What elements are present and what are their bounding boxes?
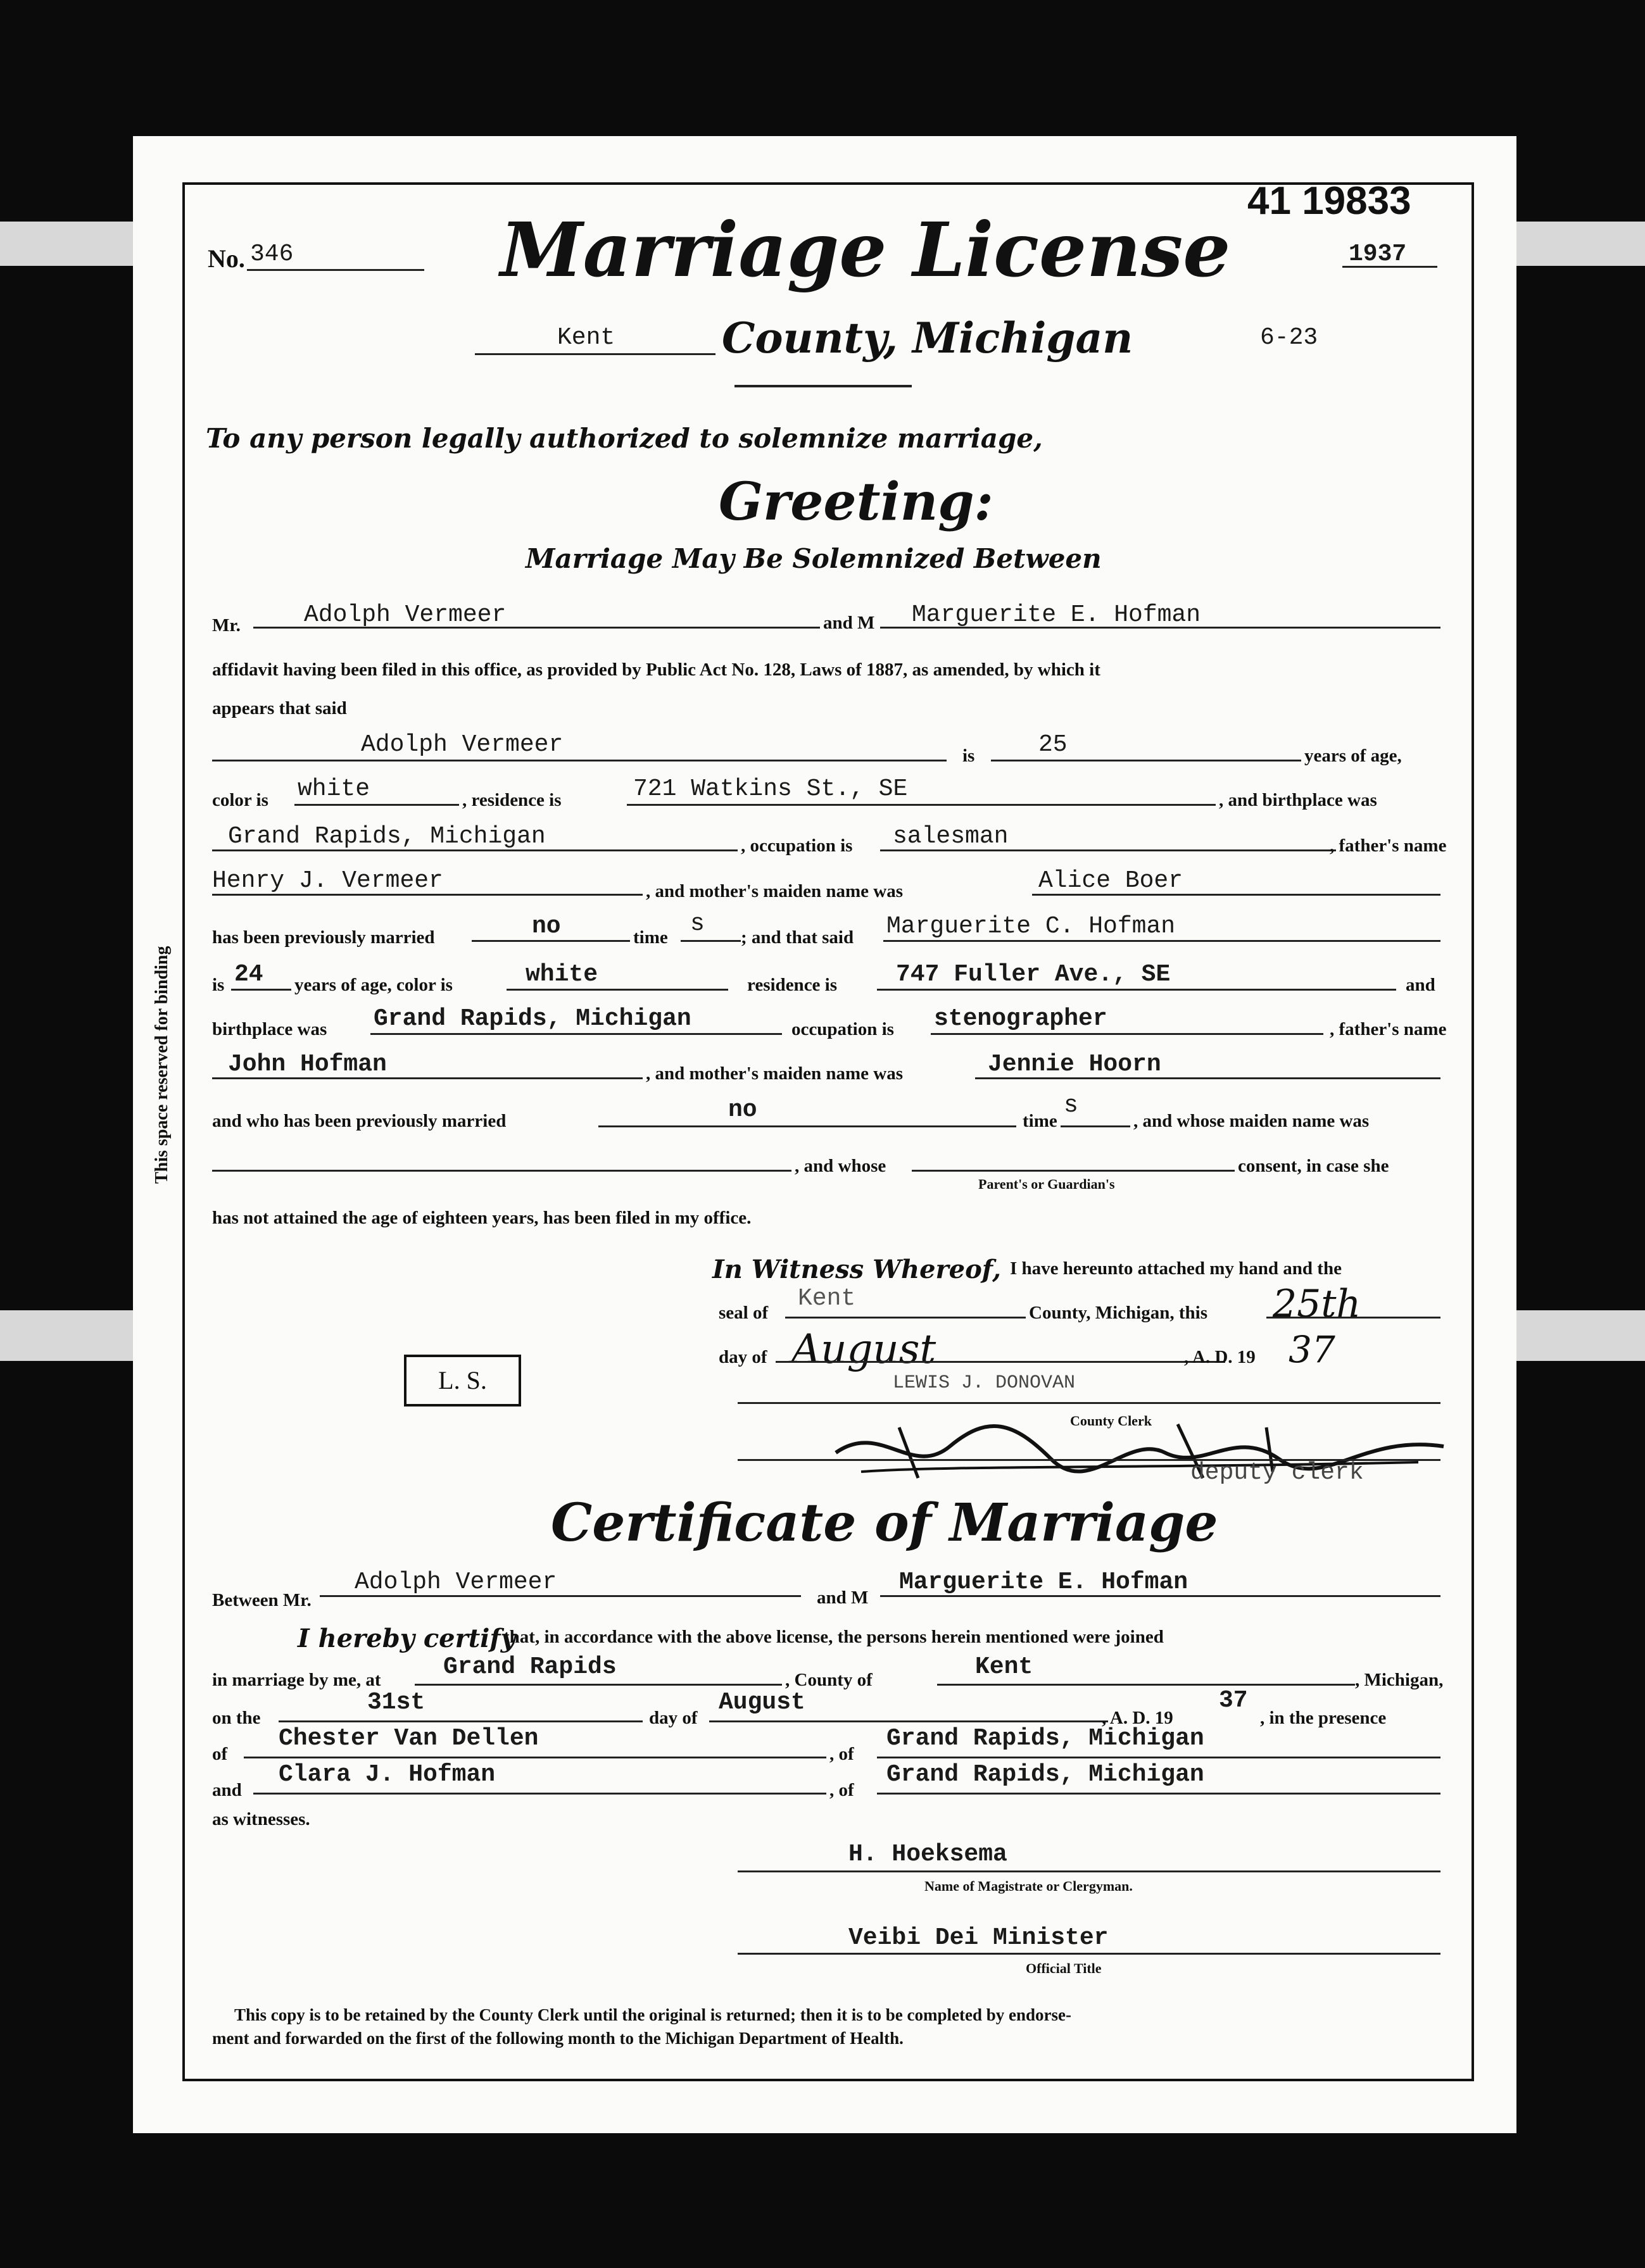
is-prefix: is xyxy=(212,975,225,995)
witness-2-name: Clara J. Hofman xyxy=(279,1761,496,1788)
residence-is-label: residence is xyxy=(747,975,838,995)
groom-name: Adolph Vermeer xyxy=(304,601,507,629)
and-m-label: and M xyxy=(823,613,875,633)
day-of-label: day of xyxy=(719,1347,767,1367)
birthplace-was-label: birthplace was xyxy=(212,1019,327,1039)
bride-occupation-rule xyxy=(931,1033,1323,1035)
salutation: To any person legally authorized to solemnize marriage, xyxy=(206,423,1043,454)
birthplace-label: , and birthplace was xyxy=(1219,790,1377,810)
bride-mother-rule xyxy=(975,1077,1440,1079)
certificate-bride-rule xyxy=(880,1595,1440,1597)
in-presence-label: , in the presence xyxy=(1260,1708,1387,1728)
occupation-is-label: occupation is xyxy=(791,1019,894,1039)
officiant-rule xyxy=(738,1870,1440,1872)
not-attained-line: has not attained the age of eighteen years, has been filed in my office. xyxy=(212,1208,752,1228)
and-that-said: ; and that said xyxy=(741,927,854,948)
county-michigan-this: County, Michigan, this xyxy=(1029,1303,1207,1323)
day-of-label-cert: day of xyxy=(649,1708,698,1728)
groom-age: 25 xyxy=(1038,731,1068,758)
groom-occupation-rule xyxy=(880,849,1336,851)
bride-birthplace: Grand Rapids, Michigan xyxy=(374,1005,691,1032)
binding-note: This space reserved for binding xyxy=(152,946,172,1184)
witness-2-rule xyxy=(253,1793,826,1795)
marriage-county-rule xyxy=(937,1684,1355,1686)
record-code: 6-23 xyxy=(1260,324,1318,351)
license-number-label: No. xyxy=(208,244,245,273)
years-color-label: years of age, color is xyxy=(294,975,453,995)
certificate-and-m: and M xyxy=(817,1588,869,1608)
affidavit-line-2: appears that said xyxy=(212,698,347,718)
groom-birthplace: Grand Rapids, Michigan xyxy=(228,823,546,850)
bride-occupation: stenographer xyxy=(934,1005,1107,1032)
bride-age: 24 xyxy=(234,961,263,988)
cert-ad-label: , A. D. 19 xyxy=(1102,1708,1173,1728)
bride-mother: Jennie Hoorn xyxy=(988,1051,1161,1078)
consent-label: consent, in case she xyxy=(1238,1156,1389,1176)
years-of-age-label: years of age, xyxy=(1304,746,1402,766)
officiant-name: H. Hoeksema xyxy=(848,1841,1007,1868)
groom-color-rule xyxy=(294,804,459,806)
witness-month-rule xyxy=(776,1361,1225,1363)
maiden-name-label: , and whose maiden name was xyxy=(1133,1111,1370,1131)
witness-1-rule xyxy=(244,1757,826,1758)
bride-time-suffix: s xyxy=(1064,1092,1078,1119)
in-marriage-at: in marriage by me, at xyxy=(212,1670,381,1690)
marriage-county: Kent xyxy=(975,1653,1033,1681)
county-clerk-name: LEWIS J. DONOVAN xyxy=(893,1372,1076,1394)
official-title-rule xyxy=(738,1953,1440,1955)
occupation-label: , occupation is xyxy=(741,836,853,856)
of-label-3: , of xyxy=(829,1780,854,1800)
bride-residence-rule xyxy=(877,989,1396,991)
marriage-month-rule xyxy=(709,1720,1108,1722)
document-frame xyxy=(182,182,1474,2081)
time-label-2: time xyxy=(1023,1111,1057,1131)
on-the-label: on the xyxy=(212,1708,261,1728)
bride-prev-married: no xyxy=(728,1096,757,1124)
county-clerk-caption: County Clerk xyxy=(1070,1413,1152,1429)
witness-day-rule xyxy=(1266,1317,1440,1319)
bride-father: John Hofman xyxy=(228,1051,387,1078)
bride-time-rule xyxy=(1061,1125,1130,1127)
witness-day: 25th xyxy=(1273,1282,1361,1326)
mothers-maiden-label: , and mother's maiden name was xyxy=(646,881,904,901)
is-label: is xyxy=(962,746,975,766)
witness-1-place: Grand Rapids, Michigan xyxy=(886,1725,1204,1752)
affidavit-line-1: affidavit having been filed in this office, as provided by Public Act No. 128, Laws of 1887, as amended, by which it xyxy=(212,660,1100,680)
marriage-day-rule xyxy=(279,1720,643,1722)
seal-of-label: seal of xyxy=(719,1303,769,1323)
groom-color: white xyxy=(298,775,370,803)
license-number: 346 xyxy=(250,241,294,268)
groom-residence: 721 Watkins St., SE xyxy=(633,775,908,803)
bride-prev-rule xyxy=(598,1125,1016,1127)
mr-label: Mr. xyxy=(212,615,241,636)
groom-time-rule xyxy=(681,940,741,942)
maiden-name-rule xyxy=(212,1170,791,1172)
who-prev-married-label: and who has been previously married xyxy=(212,1111,507,1131)
certificate-bride: Marguerite E. Hofman xyxy=(899,1569,1188,1596)
residence-label: , residence is xyxy=(462,790,562,810)
bride-name-repeat: Marguerite C. Hofman xyxy=(886,913,1176,940)
fathers-name-label: , father's name xyxy=(1330,836,1447,856)
witness-1-name: Chester Van Dellen xyxy=(279,1725,539,1752)
consent-rule xyxy=(912,1170,1235,1172)
groom-birthplace-rule xyxy=(212,849,738,851)
groom-repeat-rule xyxy=(212,760,947,761)
color-label: color is xyxy=(212,790,268,810)
and-whose-label: , and whose xyxy=(795,1156,886,1176)
groom-mother-rule xyxy=(1032,894,1440,896)
title-divider xyxy=(734,385,912,387)
prev-married-label: has been previously married xyxy=(212,927,435,948)
groom-name-rule xyxy=(253,627,820,629)
witness-line-1: I have hereunto attached my hand and the xyxy=(1010,1258,1342,1279)
in-witness-whereof: In Witness Whereof, xyxy=(712,1255,1002,1284)
county-rule xyxy=(475,353,715,355)
footer-note-line-1: This copy is to be retained by the County Clerk until the original is returned; then it is to be completed by endorse- xyxy=(234,2005,1072,2024)
bride-repeat-rule xyxy=(883,940,1440,942)
marriage-place: Grand Rapids xyxy=(443,1653,617,1681)
certificate-title: Certificate of Marriage xyxy=(551,1493,1218,1553)
official-title: Veibi Dei Minister xyxy=(848,1924,1109,1952)
witness-2-place-rule xyxy=(877,1793,1440,1795)
groom-father-rule xyxy=(212,894,643,896)
parents-caption: Parent's or Guardian's xyxy=(978,1176,1115,1192)
officiant-caption: Name of Magistrate or Clergyman. xyxy=(924,1878,1133,1894)
subheading: Marriage May Be Solemnized Between xyxy=(526,543,1102,574)
deputy-clerk-caption: deputy clerk xyxy=(1190,1459,1364,1486)
bride-age-rule xyxy=(231,989,291,991)
certify-rest: that, in accordance with the above license, the persons herein mentioned were joined xyxy=(503,1627,1164,1647)
bride-father-rule xyxy=(212,1077,643,1079)
bride-name-rule xyxy=(880,627,1440,629)
county-of-label: , County of xyxy=(785,1670,873,1690)
certificate-groom: Adolph Vermeer xyxy=(355,1569,557,1596)
witness-ad-label: , A. D. 19 xyxy=(1184,1347,1256,1367)
groom-residence-rule xyxy=(627,804,1216,806)
bride-name: Marguerite E. Hofman xyxy=(912,601,1201,629)
certificate-groom-rule xyxy=(320,1595,801,1597)
footer-note-line-2: ment and forwarded on the first of the following month to the Michigan Department of Health. xyxy=(212,2029,904,2048)
license-year: 1937 xyxy=(1349,241,1407,268)
time-label: time xyxy=(633,927,668,948)
county-state: County, Michigan xyxy=(722,313,1133,363)
bride-birthplace-rule xyxy=(370,1033,782,1035)
license-number-rule xyxy=(247,269,424,271)
groom-father: Henry J. Vermeer xyxy=(212,867,443,894)
michigan-label: , Michigan, xyxy=(1355,1670,1444,1690)
and-label: and xyxy=(1406,975,1435,995)
witness-2-place: Grand Rapids, Michigan xyxy=(886,1761,1204,1788)
fathers-name-label-2: , father's name xyxy=(1330,1019,1447,1039)
groom-prev-married: no xyxy=(532,913,561,940)
marriage-year: 37 xyxy=(1219,1687,1248,1714)
bride-color-rule xyxy=(507,989,728,991)
marriage-day: 31st xyxy=(367,1689,425,1716)
county-clerk-rule xyxy=(738,1402,1440,1404)
greeting-heading: Greeting: xyxy=(719,472,993,532)
of-label-2: , of xyxy=(829,1744,854,1764)
groom-mother: Alice Boer xyxy=(1038,867,1183,894)
of-label-1: of xyxy=(212,1744,228,1764)
ls-seal-box: L. S. xyxy=(404,1355,521,1407)
witness-month: August xyxy=(791,1326,936,1373)
witness-year: 37 xyxy=(1289,1328,1335,1371)
groom-prev-rule xyxy=(472,940,630,942)
year-rule xyxy=(1342,266,1437,268)
seal-county-rule xyxy=(785,1317,1026,1319)
clerk-signature xyxy=(823,1408,1463,1491)
witness-1-place-rule xyxy=(877,1757,1440,1758)
bride-residence: 747 Fuller Ave., SE xyxy=(896,961,1171,988)
license-title: Marriage License xyxy=(500,206,1231,294)
as-witnesses: as witnesses. xyxy=(212,1809,310,1829)
county-name: Kent xyxy=(557,324,615,351)
seal-county: Kent xyxy=(798,1285,856,1312)
marriage-month: August xyxy=(719,1689,805,1716)
hereby-certify: I hereby certify xyxy=(298,1624,515,1653)
groom-time-suffix: s xyxy=(690,910,705,937)
bride-color: white xyxy=(526,961,598,988)
and-label-witness: and xyxy=(212,1780,242,1800)
between-mr-label: Between Mr. xyxy=(212,1590,312,1610)
groom-name-repeat: Adolph Vermeer xyxy=(361,731,564,758)
mothers-maiden-label-2: , and mother's maiden name was xyxy=(646,1063,904,1084)
file-number: 41 19833 xyxy=(1247,179,1411,223)
official-title-caption: Official Title xyxy=(1026,1960,1102,1976)
groom-age-rule xyxy=(991,760,1301,761)
marriage-place-rule xyxy=(415,1684,782,1686)
groom-occupation: salesman xyxy=(893,823,1009,850)
